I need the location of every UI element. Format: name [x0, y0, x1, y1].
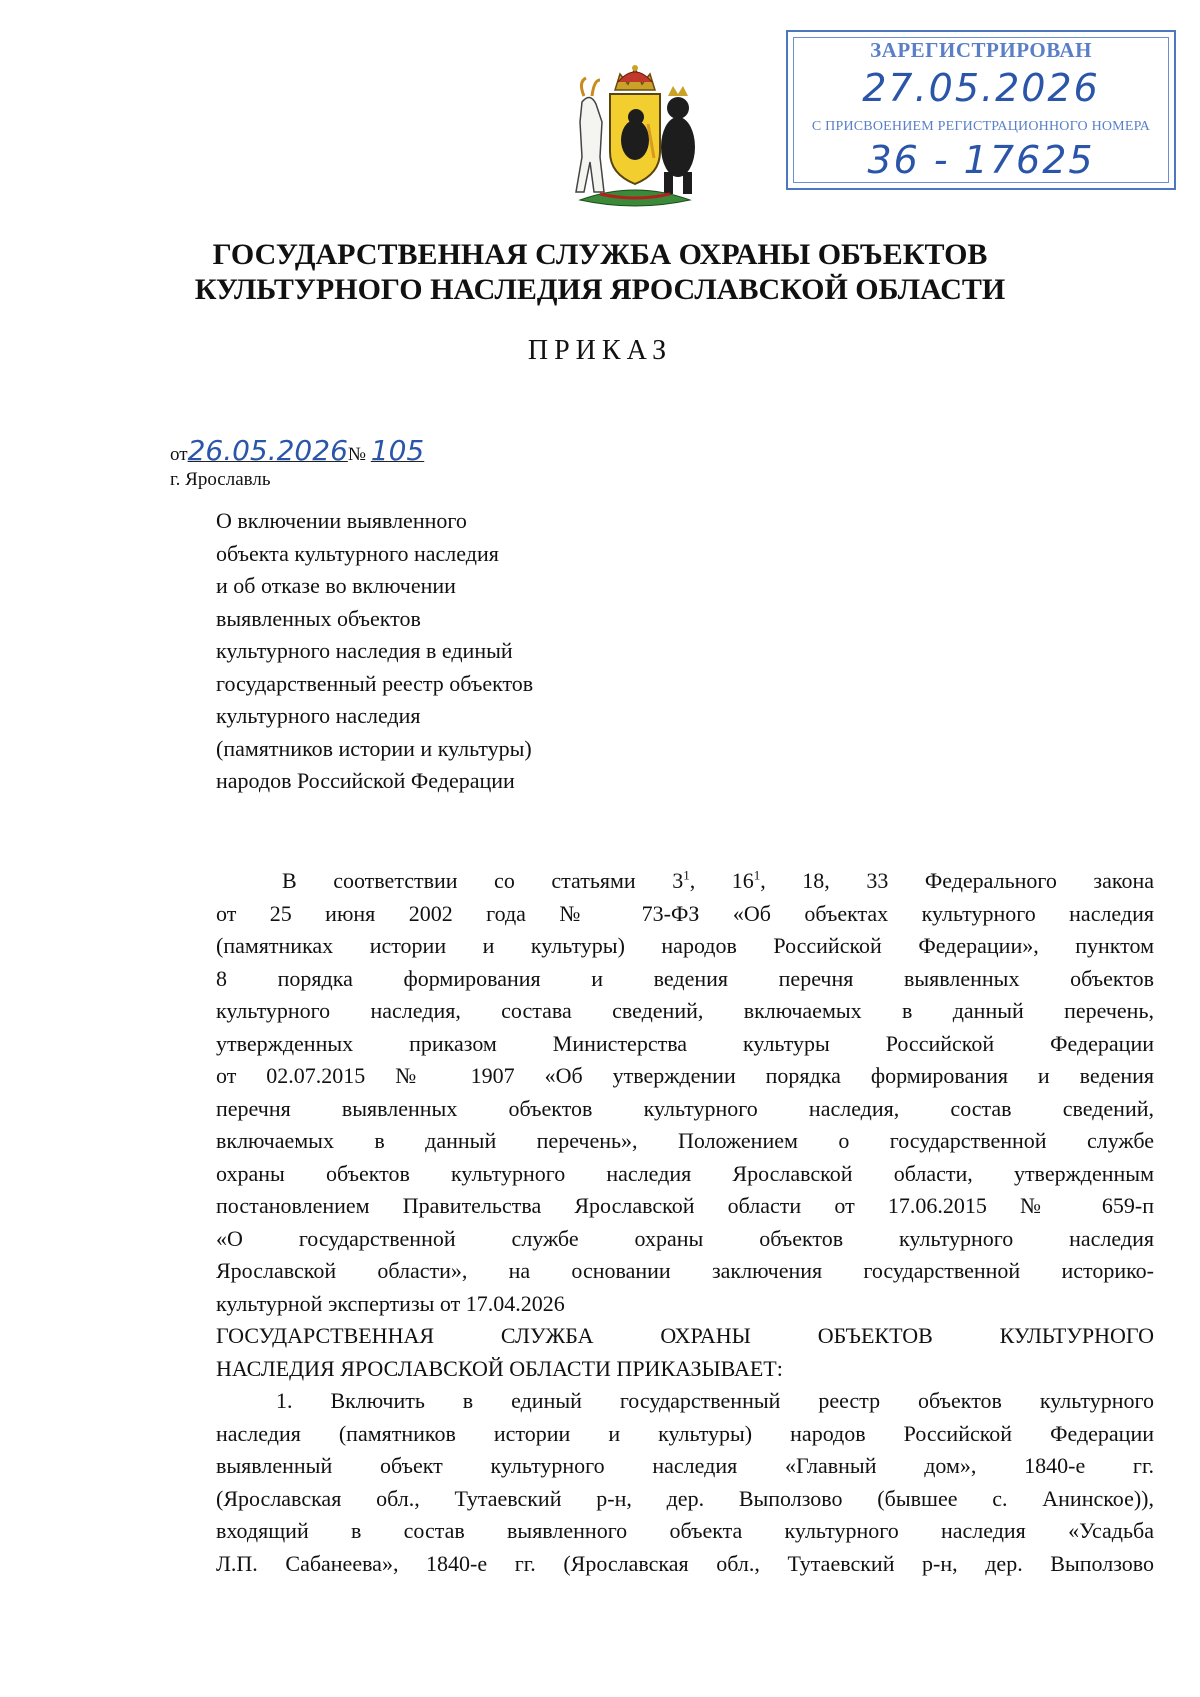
- preamble-line: «О государственной службе охраны объектов культурного наследия: [216, 1225, 1154, 1251]
- stamp-handwritten-date: 27.05.2026: [862, 66, 1100, 110]
- superscript: 1: [753, 867, 761, 883]
- preamble-line: Ярославской области», на основании заключения государственной историко-: [216, 1258, 1154, 1283]
- preamble-line: культурной экспертизы от 17.04.2026: [216, 1290, 565, 1316]
- preamble-line: культурного наследия, состава сведений, включаемых в данный перечень,: [216, 998, 1154, 1023]
- subject-line: государственный реестр объектов: [216, 670, 534, 696]
- item-1-line: входящий в состав выявленного объекта культурного наследия «Усадьба: [216, 1518, 1154, 1543]
- preamble-line: перечня выявленных объектов культурного наследия, состав сведений,: [216, 1095, 1154, 1121]
- subject-line: культурного наследия: [216, 703, 421, 728]
- subject-line: культурного наследия в единый: [216, 638, 513, 663]
- item-1-line: 1. Включить в единый государственный реестр объектов культурного: [276, 1388, 1154, 1413]
- number-label: №: [347, 444, 367, 465]
- decree-line: ГОСУДАРСТВЕННАЯ СЛУЖБА ОХРАНЫ ОБЪЕКТОВ КУЛЬТУРНОГО: [216, 1323, 1154, 1348]
- item-1-line: (Ярославская обл., Тутаевский р-н, дер. Выползово (бывшее с. Анинское)),: [216, 1485, 1154, 1511]
- registration-stamp: [786, 30, 1176, 190]
- stamp-handwritten-number: 36 - 17625: [867, 138, 1095, 182]
- handwritten-order-number: 105: [370, 434, 425, 467]
- order-body: [216, 865, 1154, 1580]
- superscript: 1: [683, 867, 690, 883]
- preamble-line: от 25 июня 2002 года № 73-ФЗ «Об объектах культурного наследия: [216, 900, 1154, 926]
- preamble-line: 8 порядка формирования и ведения перечня выявленных объектов: [216, 965, 1154, 991]
- order-subject: [216, 505, 656, 798]
- handwritten-order-date: 26.05.2026: [187, 434, 348, 467]
- subject-line: выявленных объектов: [216, 605, 421, 631]
- preamble-line: включаемых в данный перечень», Положением о государственной службе: [216, 1128, 1154, 1153]
- stamp-subtitle: С ПРИСВОЕНИЕМ РЕГИСТРАЦИОННОГО НОМЕРА: [811, 119, 1151, 134]
- preamble-line: постановлением Правительства Ярославской области от 17.06.2015 № 659-п: [216, 1193, 1154, 1218]
- item-1-line: Л.П. Сабанеева», 1840-е гг. (Ярославская обл., Тутаевский р-н, дер. Выползово: [216, 1550, 1154, 1576]
- document-type: ПРИКАЗ: [527, 335, 673, 366]
- organization-line-2: КУЛЬТУРНОГО НАСЛЕДИЯ ЯРОСЛАВСКОЙ ОБЛАСТИ: [194, 273, 1006, 306]
- subject-line: (памятников истории и культуры): [216, 735, 532, 761]
- stamp-title: ЗАРЕГИСТРИРОВАН: [870, 38, 1092, 62]
- preamble-text: , 18, 33 Федерального закона: [760, 868, 1154, 893]
- preamble-line: охраны объектов культурного наследия Ярославской области, утвержденным: [216, 1160, 1154, 1186]
- preamble-text: В соответствии со статьями 3: [282, 868, 684, 893]
- organization-line-1: ГОСУДАРСТВЕННАЯ СЛУЖБА ОХРАНЫ ОБЪЕКТОВ: [212, 238, 988, 271]
- from-label: от: [170, 444, 188, 465]
- organization-heading: [0, 237, 1200, 307]
- subject-line: объекта культурного наследия: [216, 540, 499, 566]
- subject-line: народов Российской Федерации: [216, 768, 515, 793]
- preamble-line: (памятниках истории и культуры) народов Российской Федерации», пунктом: [216, 933, 1154, 958]
- preamble-text: , 16: [689, 868, 754, 893]
- subject-line: О включении выявленного: [216, 508, 467, 533]
- decree-line: НАСЛЕДИЯ ЯРОСЛАВСКОЙ ОБЛАСТИ ПРИКАЗЫВАЕТ:: [216, 1355, 783, 1381]
- item-1-line: наследия (памятников истории и культуры) народов Российской Федерации: [216, 1420, 1154, 1446]
- yaroslavl-coat-of-arms-icon: [560, 62, 710, 212]
- preamble-line: от 02.07.2015 № 1907 «Об утверждении порядка формирования и ведения: [216, 1063, 1154, 1088]
- item-1-line: выявленный объект культурного наследия «Главный дом», 1840-е гг.: [216, 1453, 1154, 1478]
- preamble-line: утвержденных приказом Министерства культуры Российской Федерации: [216, 1030, 1154, 1056]
- city-line: г. Ярославль: [170, 469, 271, 490]
- subject-line: и об отказе во включении: [216, 573, 456, 598]
- preamble-line-first: [216, 865, 1154, 898]
- order-date-number-line: [170, 434, 424, 467]
